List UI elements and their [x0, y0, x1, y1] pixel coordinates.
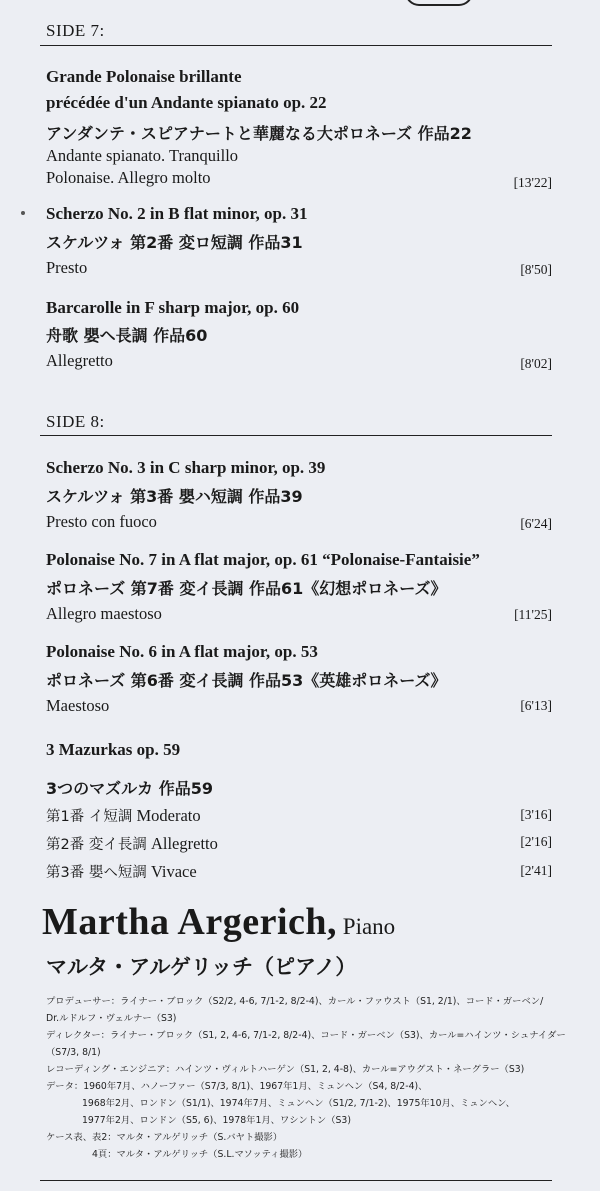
mazurka-movement [46, 861, 197, 882]
artist-name: Martha Argerich, [42, 901, 338, 943]
movement-en: Vivace [150, 862, 197, 881]
track-title-jp: スケルツォ 第3番 嬰ハ短調 作品39 [46, 487, 303, 506]
credit-line: 1968年2月、ロンドン（S1/1)、1974年7月、ミュンヘン（S1/2, 7/1-2)、1975年10月、ミュンヘン、 [82, 1098, 515, 1109]
credit-line: 4頁：マルタ・アルゲリッチ（S.L.マソッティ撮影） [92, 1149, 308, 1160]
margin-mark [21, 211, 25, 215]
movement-jp: 第1番 イ短調 [46, 809, 133, 825]
artist-name-jp: マルタ・アルゲリッチ（ピアノ） [46, 955, 357, 979]
side-8-rule [40, 435, 552, 436]
movement-jp: 第2番 変イ長調 [46, 837, 147, 853]
track-title: Grande Polonaise brillante [46, 67, 242, 86]
duration: [6'24] [520, 516, 552, 531]
track-title: Polonaise No. 6 in A flat major, op. 53 [46, 642, 318, 661]
artist-instrument: Piano [337, 914, 396, 939]
artist-credit [42, 900, 395, 944]
track-title: Scherzo No. 3 in C sharp minor, op. 39 [46, 458, 326, 477]
movement: Allegretto [46, 351, 113, 370]
credit-line: 1977年2月、ロンドン（S5, 6)、1978年1月、ワシントン（S3) [82, 1115, 351, 1126]
credit-line: ディレクター：ライナー・ブロック（S1, 2, 4-6, 7/1-2, 8/2-4)、コード・ガーベン（S3)、カール=ハインツ・シュナイダー [46, 1030, 566, 1041]
top-ornament [405, 0, 473, 6]
movement: Presto con fuoco [46, 512, 157, 531]
movement: Maestoso [46, 696, 110, 715]
track-title-jp: ポロネーズ 第6番 変イ長調 作品53《英雄ポロネーズ》 [46, 671, 447, 690]
duration: [6'13] [520, 698, 552, 713]
track-title-jp: スケルツォ 第2番 変ロ短調 作品31 [46, 233, 303, 252]
side-7-rule [40, 45, 552, 46]
track-title-jp: アンダンテ・スピアナートと華麗なる大ポロネーズ 作品22 [46, 124, 472, 143]
track-subtitle: précédée d'un Andante spianato op. 22 [46, 93, 327, 112]
duration: [8'02] [520, 356, 552, 371]
track-title-jp: 3つのマズルカ 作品59 [46, 779, 213, 798]
credit-line: レコーディング・エンジニア：ハインツ・ヴィルトハーゲン（S1, 2, 4-8)、カール=アウグスト・ネーグラー（S3) [46, 1064, 525, 1075]
side-7-heading: SIDE 7: [46, 21, 105, 40]
movement-en: Moderato [136, 806, 201, 825]
track-title: Polonaise No. 7 in A flat major, op. 61 “Polonaise-Fantaisie” [46, 550, 480, 569]
movement: Allegro maestoso [46, 604, 162, 623]
duration: [2'16] [520, 834, 552, 849]
track-title: Barcarolle in F sharp major, op. 60 [46, 298, 300, 317]
movement-jp: 第3番 嬰ヘ短調 [46, 865, 147, 881]
mazurka-movement [46, 833, 218, 854]
movement: Polonaise. Allegro molto [46, 168, 211, 187]
credit-line: プロデューサー：ライナー・ブロック（S2/2, 4-6, 7/1-2, 8/2-4)、カール・ファウスト（S1, 2/1)、コード・ガーベン/ [46, 996, 544, 1007]
movement: Andante spianato. Tranquillo [46, 146, 239, 165]
credit-line: ケース表、表2：マルタ・アルゲリッチ（S.バヤト撮影） [46, 1132, 283, 1143]
credit-line: データ：1960年7月、ハノーファー（S7/3, 8/1)、1967年1月、ミュンヘン（S4, 8/2-4)、 [46, 1081, 428, 1092]
track-title: 3 Mazurkas op. 59 [46, 740, 181, 759]
movement-en: Allegretto [150, 834, 218, 853]
duration: [2'41] [520, 863, 552, 878]
duration: [13'22] [513, 175, 552, 190]
movement: Presto [46, 258, 88, 277]
credit-line: Dr.ルドルフ・ヴェルナー（S3) [46, 1013, 177, 1024]
duration: [11'25] [514, 607, 552, 622]
side-8-heading: SIDE 8: [46, 412, 105, 431]
track-title-jp: 舟歌 嬰ヘ長調 作品60 [46, 326, 208, 345]
mazurka-movement [46, 805, 201, 826]
credit-line: （S7/3, 8/1) [46, 1047, 101, 1058]
duration: [3'16] [520, 807, 552, 822]
duration: [8'50] [520, 262, 552, 277]
bottom-rule [40, 1180, 552, 1181]
track-title: Scherzo No. 2 in B flat minor, op. 31 [46, 204, 308, 223]
track-title-jp: ポロネーズ 第7番 変イ長調 作品61《幻想ポロネーズ》 [46, 579, 447, 598]
